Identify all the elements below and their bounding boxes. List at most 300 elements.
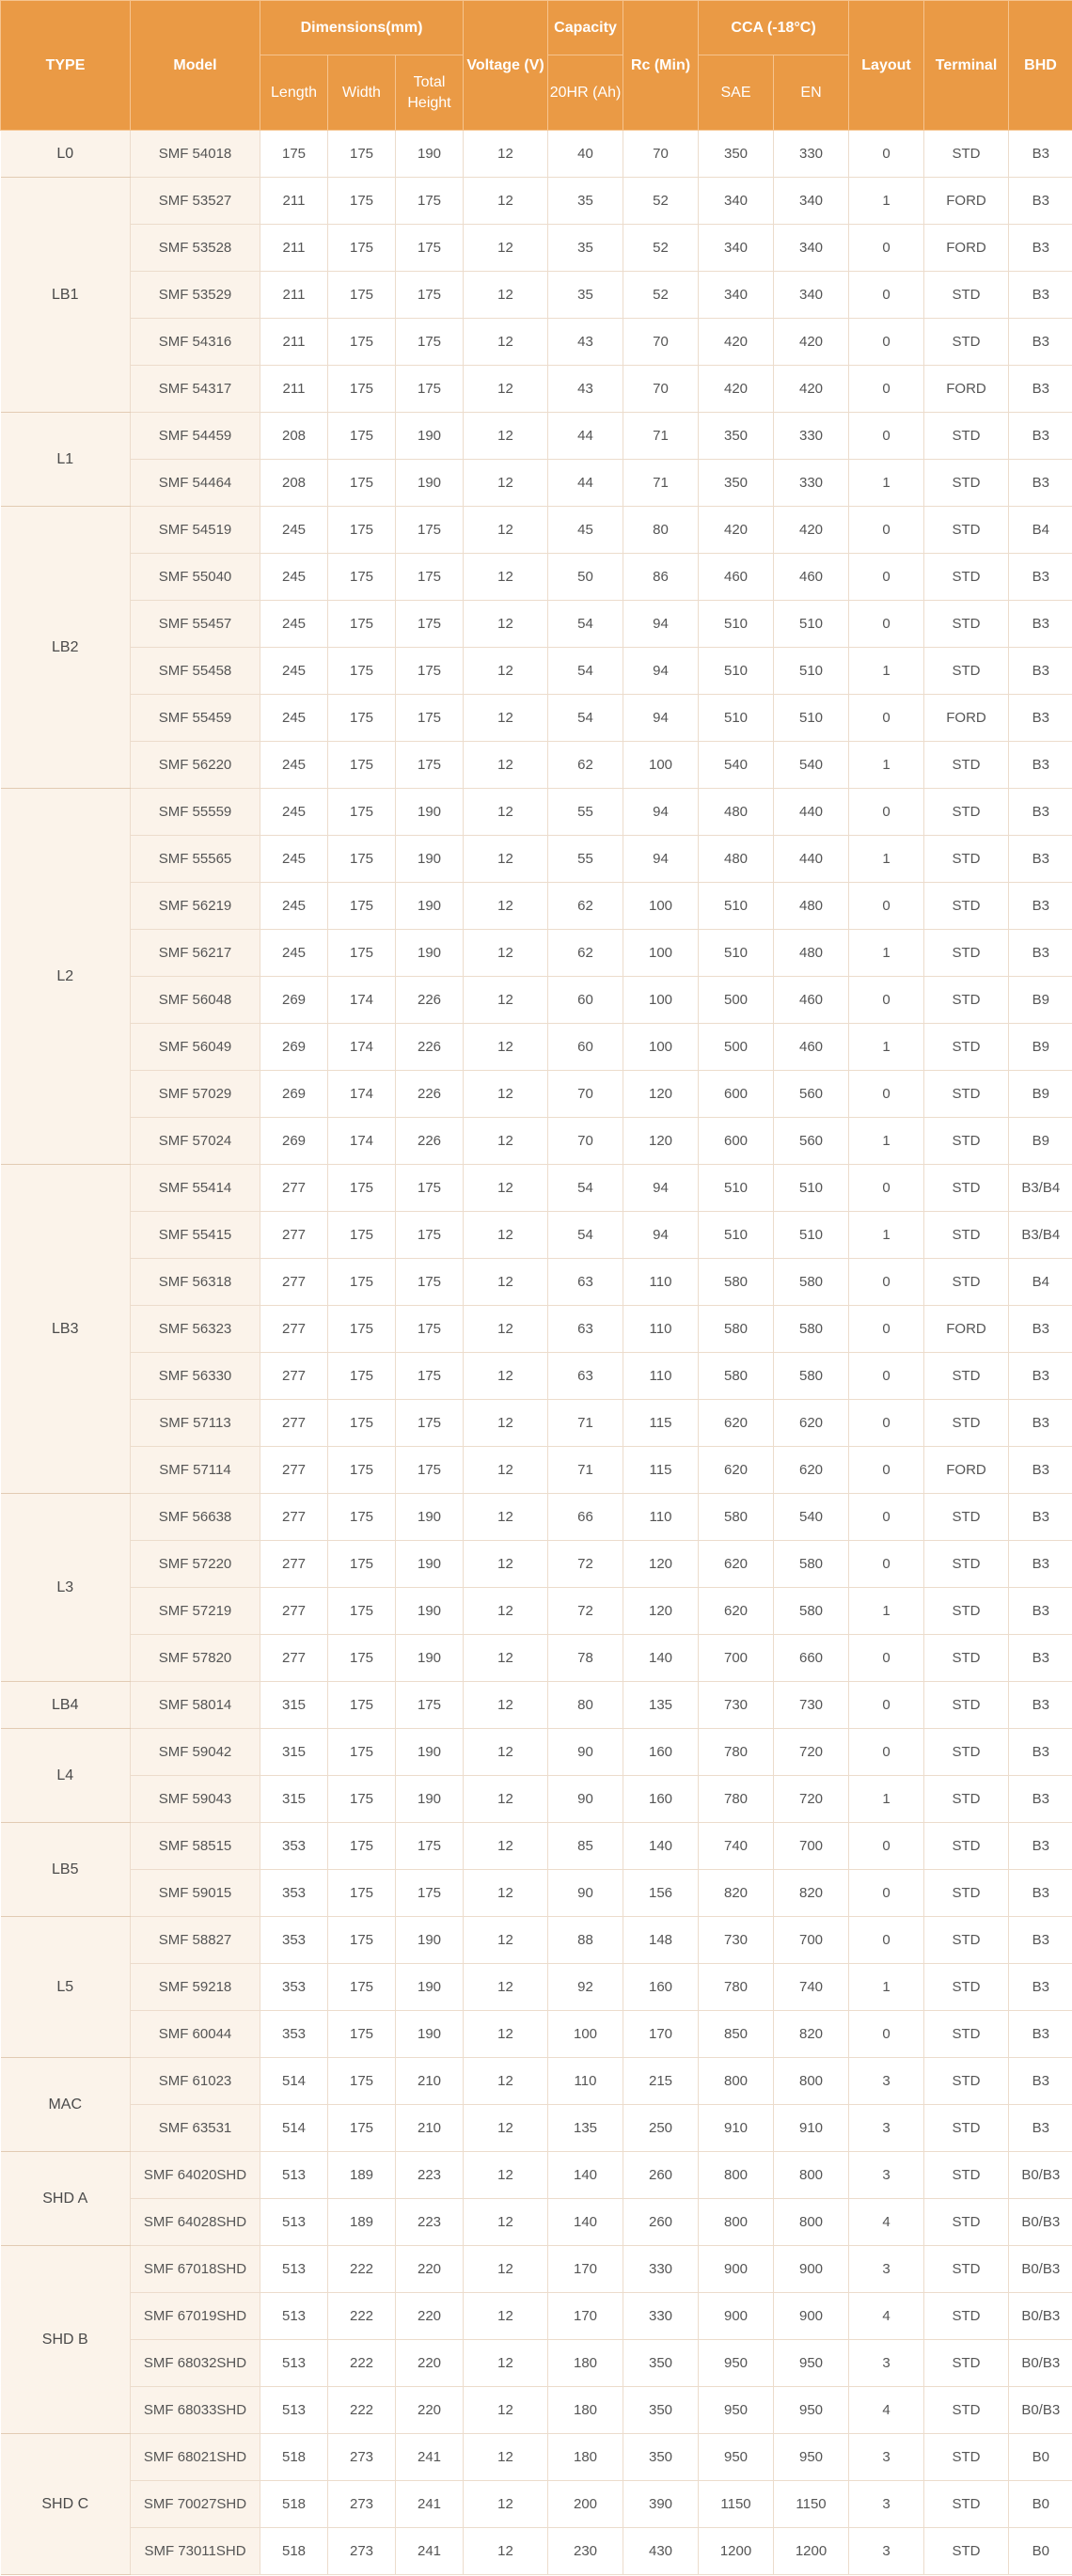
cell-rc: 94 [623,1212,699,1259]
table-row [1,1870,1072,1917]
cell-bhd: B3 [1009,460,1072,507]
cell-terminal: STD [924,131,1009,178]
cell-bhd: B3 [1009,930,1072,977]
cell-cca-sae: 500 [699,977,774,1024]
cell-total-height: 175 [396,1259,464,1306]
cell-terminal: STD [924,1964,1009,2011]
cell-width: 175 [328,319,396,366]
cell-voltage: 12 [464,2434,548,2481]
cell-total-height: 190 [396,1964,464,2011]
table-row [1,507,1072,554]
cell-terminal: STD [924,2340,1009,2387]
cell-type: SHD A [1,2152,131,2246]
cell-width: 175 [328,554,396,601]
cell-capacity: 180 [548,2340,623,2387]
cell-layout: 0 [849,1165,924,1212]
cell-terminal: STD [924,1917,1009,1964]
header-capacity: Capacity [548,1,623,55]
cell-model: SMF 56049 [131,1024,260,1071]
cell-length: 211 [260,178,328,225]
table-header [1,1,1072,131]
cell-layout: 1 [849,1118,924,1165]
cell-voltage: 12 [464,1635,548,1682]
cell-voltage: 12 [464,366,548,413]
cell-cca-sae: 460 [699,554,774,601]
cell-layout: 0 [849,225,924,272]
cell-bhd: B3 [1009,366,1072,413]
cell-length: 175 [260,131,328,178]
cell-layout: 3 [849,2058,924,2105]
cell-model: SMF 56323 [131,1306,260,1353]
cell-capacity: 70 [548,1071,623,1118]
header-type: TYPE [1,1,131,131]
cell-total-height: 210 [396,2105,464,2152]
cell-length: 277 [260,1259,328,1306]
cell-voltage: 12 [464,1212,548,1259]
cell-terminal: STD [924,1071,1009,1118]
cell-width: 222 [328,2293,396,2340]
cell-capacity: 35 [548,225,623,272]
cell-capacity: 54 [548,1212,623,1259]
header-cca: CCA (-18°C) [699,1,849,55]
cell-cca-en: 660 [774,1635,849,1682]
cell-total-height: 241 [396,2434,464,2481]
cell-bhd: B3 [1009,178,1072,225]
cell-width: 175 [328,1400,396,1447]
cell-capacity: 54 [548,695,623,742]
cell-model: SMF 54519 [131,507,260,554]
cell-cca-sae: 1200 [699,2528,774,2575]
cell-rc: 140 [623,1635,699,1682]
cell-rc: 52 [623,272,699,319]
cell-layout: 3 [849,2152,924,2199]
cell-model: SMF 56220 [131,742,260,789]
cell-cca-en: 340 [774,272,849,319]
cell-model: SMF 55459 [131,695,260,742]
cell-model: SMF 53529 [131,272,260,319]
cell-cca-sae: 950 [699,2387,774,2434]
cell-bhd: B3 [1009,695,1072,742]
cell-rc: 135 [623,1682,699,1729]
cell-model: SMF 59042 [131,1729,260,1776]
cell-length: 269 [260,1118,328,1165]
cell-cca-sae: 510 [699,601,774,648]
cell-width: 175 [328,1635,396,1682]
cell-length: 277 [260,1541,328,1588]
cell-cca-sae: 350 [699,131,774,178]
cell-voltage: 12 [464,2293,548,2340]
cell-capacity: 44 [548,413,623,460]
cell-model: SMF 68021SHD [131,2434,260,2481]
cell-bhd: B0 [1009,2528,1072,2575]
cell-capacity: 230 [548,2528,623,2575]
table-row [1,601,1072,648]
cell-bhd: B3 [1009,1776,1072,1823]
cell-capacity: 72 [548,1541,623,1588]
cell-model: SMF 68032SHD [131,2340,260,2387]
cell-width: 175 [328,789,396,836]
cell-bhd: B3 [1009,272,1072,319]
table-row [1,742,1072,789]
header-capacity-20hr: 20HR (Ah) [548,55,623,131]
cell-model: SMF 56217 [131,930,260,977]
cell-terminal: STD [924,2246,1009,2293]
cell-capacity: 180 [548,2387,623,2434]
cell-terminal: STD [924,1353,1009,1400]
cell-rc: 160 [623,1729,699,1776]
cell-rc: 110 [623,1494,699,1541]
cell-layout: 0 [849,366,924,413]
cell-cca-sae: 800 [699,2199,774,2246]
cell-type: LB1 [1,178,131,413]
cell-rc: 110 [623,1259,699,1306]
cell-type: SHD C [1,2434,131,2575]
cell-bhd: B3 [1009,1682,1072,1729]
cell-bhd: B9 [1009,977,1072,1024]
cell-terminal: STD [924,789,1009,836]
cell-total-height: 190 [396,1729,464,1776]
cell-total-height: 190 [396,836,464,883]
table-row [1,1306,1072,1353]
cell-layout: 0 [849,413,924,460]
cell-layout: 4 [849,2199,924,2246]
cell-cca-en: 580 [774,1588,849,1635]
table-row [1,319,1072,366]
cell-rc: 70 [623,131,699,178]
table-row [1,883,1072,930]
cell-model: SMF 63531 [131,2105,260,2152]
cell-voltage: 12 [464,1353,548,1400]
cell-width: 222 [328,2387,396,2434]
cell-width: 175 [328,272,396,319]
cell-width: 175 [328,225,396,272]
cell-rc: 100 [623,930,699,977]
cell-cca-sae: 800 [699,2058,774,2105]
cell-total-height: 190 [396,930,464,977]
cell-bhd: B3 [1009,1541,1072,1588]
cell-voltage: 12 [464,178,548,225]
cell-rc: 215 [623,2058,699,2105]
cell-total-height: 210 [396,2058,464,2105]
cell-terminal: STD [924,1400,1009,1447]
cell-total-height: 190 [396,1494,464,1541]
cell-model: SMF 67019SHD [131,2293,260,2340]
cell-capacity: 62 [548,883,623,930]
cell-bhd: B3 [1009,1494,1072,1541]
table-row [1,2058,1072,2105]
cell-layout: 1 [849,1776,924,1823]
cell-total-height: 175 [396,1400,464,1447]
cell-cca-en: 330 [774,460,849,507]
cell-layout: 0 [849,1635,924,1682]
cell-terminal: STD [924,883,1009,930]
cell-model: SMF 64020SHD [131,2152,260,2199]
cell-bhd: B3 [1009,1306,1072,1353]
cell-capacity: 90 [548,1729,623,1776]
table-row [1,1400,1072,1447]
cell-layout: 0 [849,789,924,836]
cell-cca-sae: 780 [699,1729,774,1776]
cell-cca-en: 740 [774,1964,849,2011]
cell-model: SMF 55040 [131,554,260,601]
cell-length: 518 [260,2528,328,2575]
cell-terminal: STD [924,2105,1009,2152]
cell-capacity: 63 [548,1306,623,1353]
cell-length: 269 [260,1071,328,1118]
cell-layout: 1 [849,1588,924,1635]
cell-length: 245 [260,930,328,977]
cell-total-height: 175 [396,1353,464,1400]
cell-layout: 1 [849,1024,924,1071]
cell-model: SMF 59218 [131,1964,260,2011]
cell-cca-sae: 510 [699,695,774,742]
cell-voltage: 12 [464,507,548,554]
cell-layout: 1 [849,1212,924,1259]
cell-width: 175 [328,695,396,742]
cell-length: 277 [260,1588,328,1635]
cell-model: SMF 53528 [131,225,260,272]
cell-bhd: B3 [1009,1635,1072,1682]
cell-bhd: B3/B4 [1009,1212,1072,1259]
cell-cca-en: 340 [774,225,849,272]
cell-layout: 0 [849,1917,924,1964]
cell-width: 175 [328,1823,396,1870]
cell-rc: 94 [623,836,699,883]
cell-cca-en: 480 [774,883,849,930]
table-row [1,2011,1072,2058]
cell-length: 245 [260,695,328,742]
cell-terminal: STD [924,1212,1009,1259]
cell-rc: 52 [623,225,699,272]
cell-model: SMF 58515 [131,1823,260,1870]
cell-cca-sae: 420 [699,366,774,413]
cell-bhd: B3 [1009,1823,1072,1870]
cell-total-height: 190 [396,131,464,178]
cell-width: 175 [328,1212,396,1259]
table-row [1,648,1072,695]
cell-total-height: 175 [396,366,464,413]
cell-model: SMF 56318 [131,1259,260,1306]
cell-cca-sae: 800 [699,2152,774,2199]
cell-layout: 0 [849,1682,924,1729]
cell-capacity: 60 [548,977,623,1024]
cell-length: 245 [260,648,328,695]
cell-width: 175 [328,2058,396,2105]
cell-cca-en: 510 [774,1212,849,1259]
cell-length: 208 [260,413,328,460]
cell-total-height: 226 [396,1071,464,1118]
cell-model: SMF 54018 [131,131,260,178]
cell-terminal: STD [924,930,1009,977]
cell-cca-sae: 480 [699,789,774,836]
cell-layout: 1 [849,742,924,789]
header-sae: SAE [699,55,774,131]
table-row [1,1917,1072,1964]
cell-cca-en: 510 [774,1165,849,1212]
cell-rc: 100 [623,1024,699,1071]
cell-cca-sae: 910 [699,2105,774,2152]
table-row [1,1071,1072,1118]
cell-bhd: B3 [1009,601,1072,648]
cell-capacity: 62 [548,742,623,789]
cell-terminal: STD [924,836,1009,883]
cell-capacity: 71 [548,1447,623,1494]
table-row [1,1823,1072,1870]
cell-rc: 110 [623,1306,699,1353]
cell-cca-en: 440 [774,789,849,836]
cell-layout: 0 [849,1494,924,1541]
cell-cca-en: 580 [774,1541,849,1588]
cell-terminal: STD [924,2528,1009,2575]
cell-cca-en: 720 [774,1729,849,1776]
cell-cca-en: 910 [774,2105,849,2152]
cell-layout: 0 [849,319,924,366]
cell-cca-sae: 820 [699,1870,774,1917]
cell-cca-sae: 420 [699,319,774,366]
cell-cca-en: 510 [774,648,849,695]
cell-width: 175 [328,1870,396,1917]
cell-terminal: FORD [924,1447,1009,1494]
cell-rc: 390 [623,2481,699,2528]
cell-rc: 94 [623,1165,699,1212]
cell-width: 273 [328,2481,396,2528]
cell-rc: 160 [623,1776,699,1823]
header-length: Length [260,55,328,131]
cell-terminal: FORD [924,178,1009,225]
cell-total-height: 175 [396,742,464,789]
cell-model: SMF 58827 [131,1917,260,1964]
cell-total-height: 175 [396,601,464,648]
cell-type: L2 [1,789,131,1165]
cell-voltage: 12 [464,413,548,460]
cell-model: SMF 57220 [131,1541,260,1588]
cell-layout: 1 [849,178,924,225]
cell-voltage: 12 [464,225,548,272]
cell-cca-sae: 510 [699,930,774,977]
cell-width: 273 [328,2434,396,2481]
cell-model: SMF 57029 [131,1071,260,1118]
header-bhd: BHD [1009,1,1072,131]
table-row [1,1776,1072,1823]
cell-type: LB3 [1,1165,131,1494]
cell-voltage: 12 [464,1917,548,1964]
cell-capacity: 54 [548,1165,623,1212]
table-row [1,1682,1072,1729]
cell-length: 514 [260,2058,328,2105]
cell-rc: 260 [623,2152,699,2199]
table-row [1,1541,1072,1588]
cell-terminal: STD [924,1635,1009,1682]
cell-width: 175 [328,836,396,883]
cell-terminal: STD [924,1118,1009,1165]
cell-width: 175 [328,1964,396,2011]
cell-width: 175 [328,2105,396,2152]
cell-capacity: 92 [548,1964,623,2011]
cell-length: 353 [260,1964,328,2011]
table-row [1,2528,1072,2575]
cell-capacity: 78 [548,1635,623,1682]
cell-cca-sae: 740 [699,1823,774,1870]
cell-layout: 1 [849,460,924,507]
cell-model: SMF 67018SHD [131,2246,260,2293]
cell-layout: 3 [849,2340,924,2387]
cell-total-height: 175 [396,225,464,272]
cell-width: 175 [328,131,396,178]
cell-voltage: 12 [464,601,548,648]
cell-model: SMF 57219 [131,1588,260,1635]
cell-terminal: STD [924,272,1009,319]
cell-capacity: 43 [548,319,623,366]
header-model: Model [131,1,260,131]
cell-total-height: 220 [396,2340,464,2387]
cell-cca-sae: 730 [699,1917,774,1964]
cell-total-height: 175 [396,554,464,601]
cell-voltage: 12 [464,2199,548,2246]
cell-length: 518 [260,2434,328,2481]
cell-total-height: 226 [396,1118,464,1165]
cell-layout: 0 [849,1823,924,1870]
table-row [1,1353,1072,1400]
cell-cca-en: 900 [774,2246,849,2293]
table-row [1,2152,1072,2199]
cell-layout: 1 [849,1964,924,2011]
cell-voltage: 12 [464,1024,548,1071]
cell-capacity: 140 [548,2152,623,2199]
cell-model: SMF 55414 [131,1165,260,1212]
cell-cca-en: 700 [774,1823,849,1870]
cell-length: 513 [260,2387,328,2434]
cell-length: 269 [260,1024,328,1071]
cell-width: 175 [328,1259,396,1306]
cell-cca-sae: 580 [699,1306,774,1353]
cell-cca-en: 460 [774,554,849,601]
cell-terminal: STD [924,601,1009,648]
cell-width: 175 [328,1494,396,1541]
cell-total-height: 226 [396,1024,464,1071]
cell-bhd: B0 [1009,2434,1072,2481]
cell-capacity: 54 [548,648,623,695]
cell-voltage: 12 [464,2387,548,2434]
cell-total-height: 190 [396,883,464,930]
header-terminal: Terminal [924,1,1009,131]
cell-width: 189 [328,2152,396,2199]
cell-cca-en: 330 [774,131,849,178]
cell-width: 175 [328,1588,396,1635]
cell-voltage: 12 [464,1494,548,1541]
cell-total-height: 190 [396,1588,464,1635]
cell-total-height: 223 [396,2152,464,2199]
table-row [1,977,1072,1024]
cell-bhd: B3 [1009,225,1072,272]
table-row [1,1635,1072,1682]
cell-length: 277 [260,1306,328,1353]
cell-bhd: B3 [1009,1729,1072,1776]
cell-length: 513 [260,2293,328,2340]
cell-length: 277 [260,1212,328,1259]
cell-total-height: 190 [396,1776,464,1823]
cell-voltage: 12 [464,1165,548,1212]
cell-capacity: 80 [548,1682,623,1729]
cell-terminal: STD [924,2293,1009,2340]
cell-voltage: 12 [464,131,548,178]
cell-rc: 100 [623,742,699,789]
cell-model: SMF 56330 [131,1353,260,1400]
cell-cca-sae: 340 [699,178,774,225]
cell-layout: 0 [849,272,924,319]
cell-model: SMF 70027SHD [131,2481,260,2528]
table-row [1,1024,1072,1071]
table-row [1,2340,1072,2387]
